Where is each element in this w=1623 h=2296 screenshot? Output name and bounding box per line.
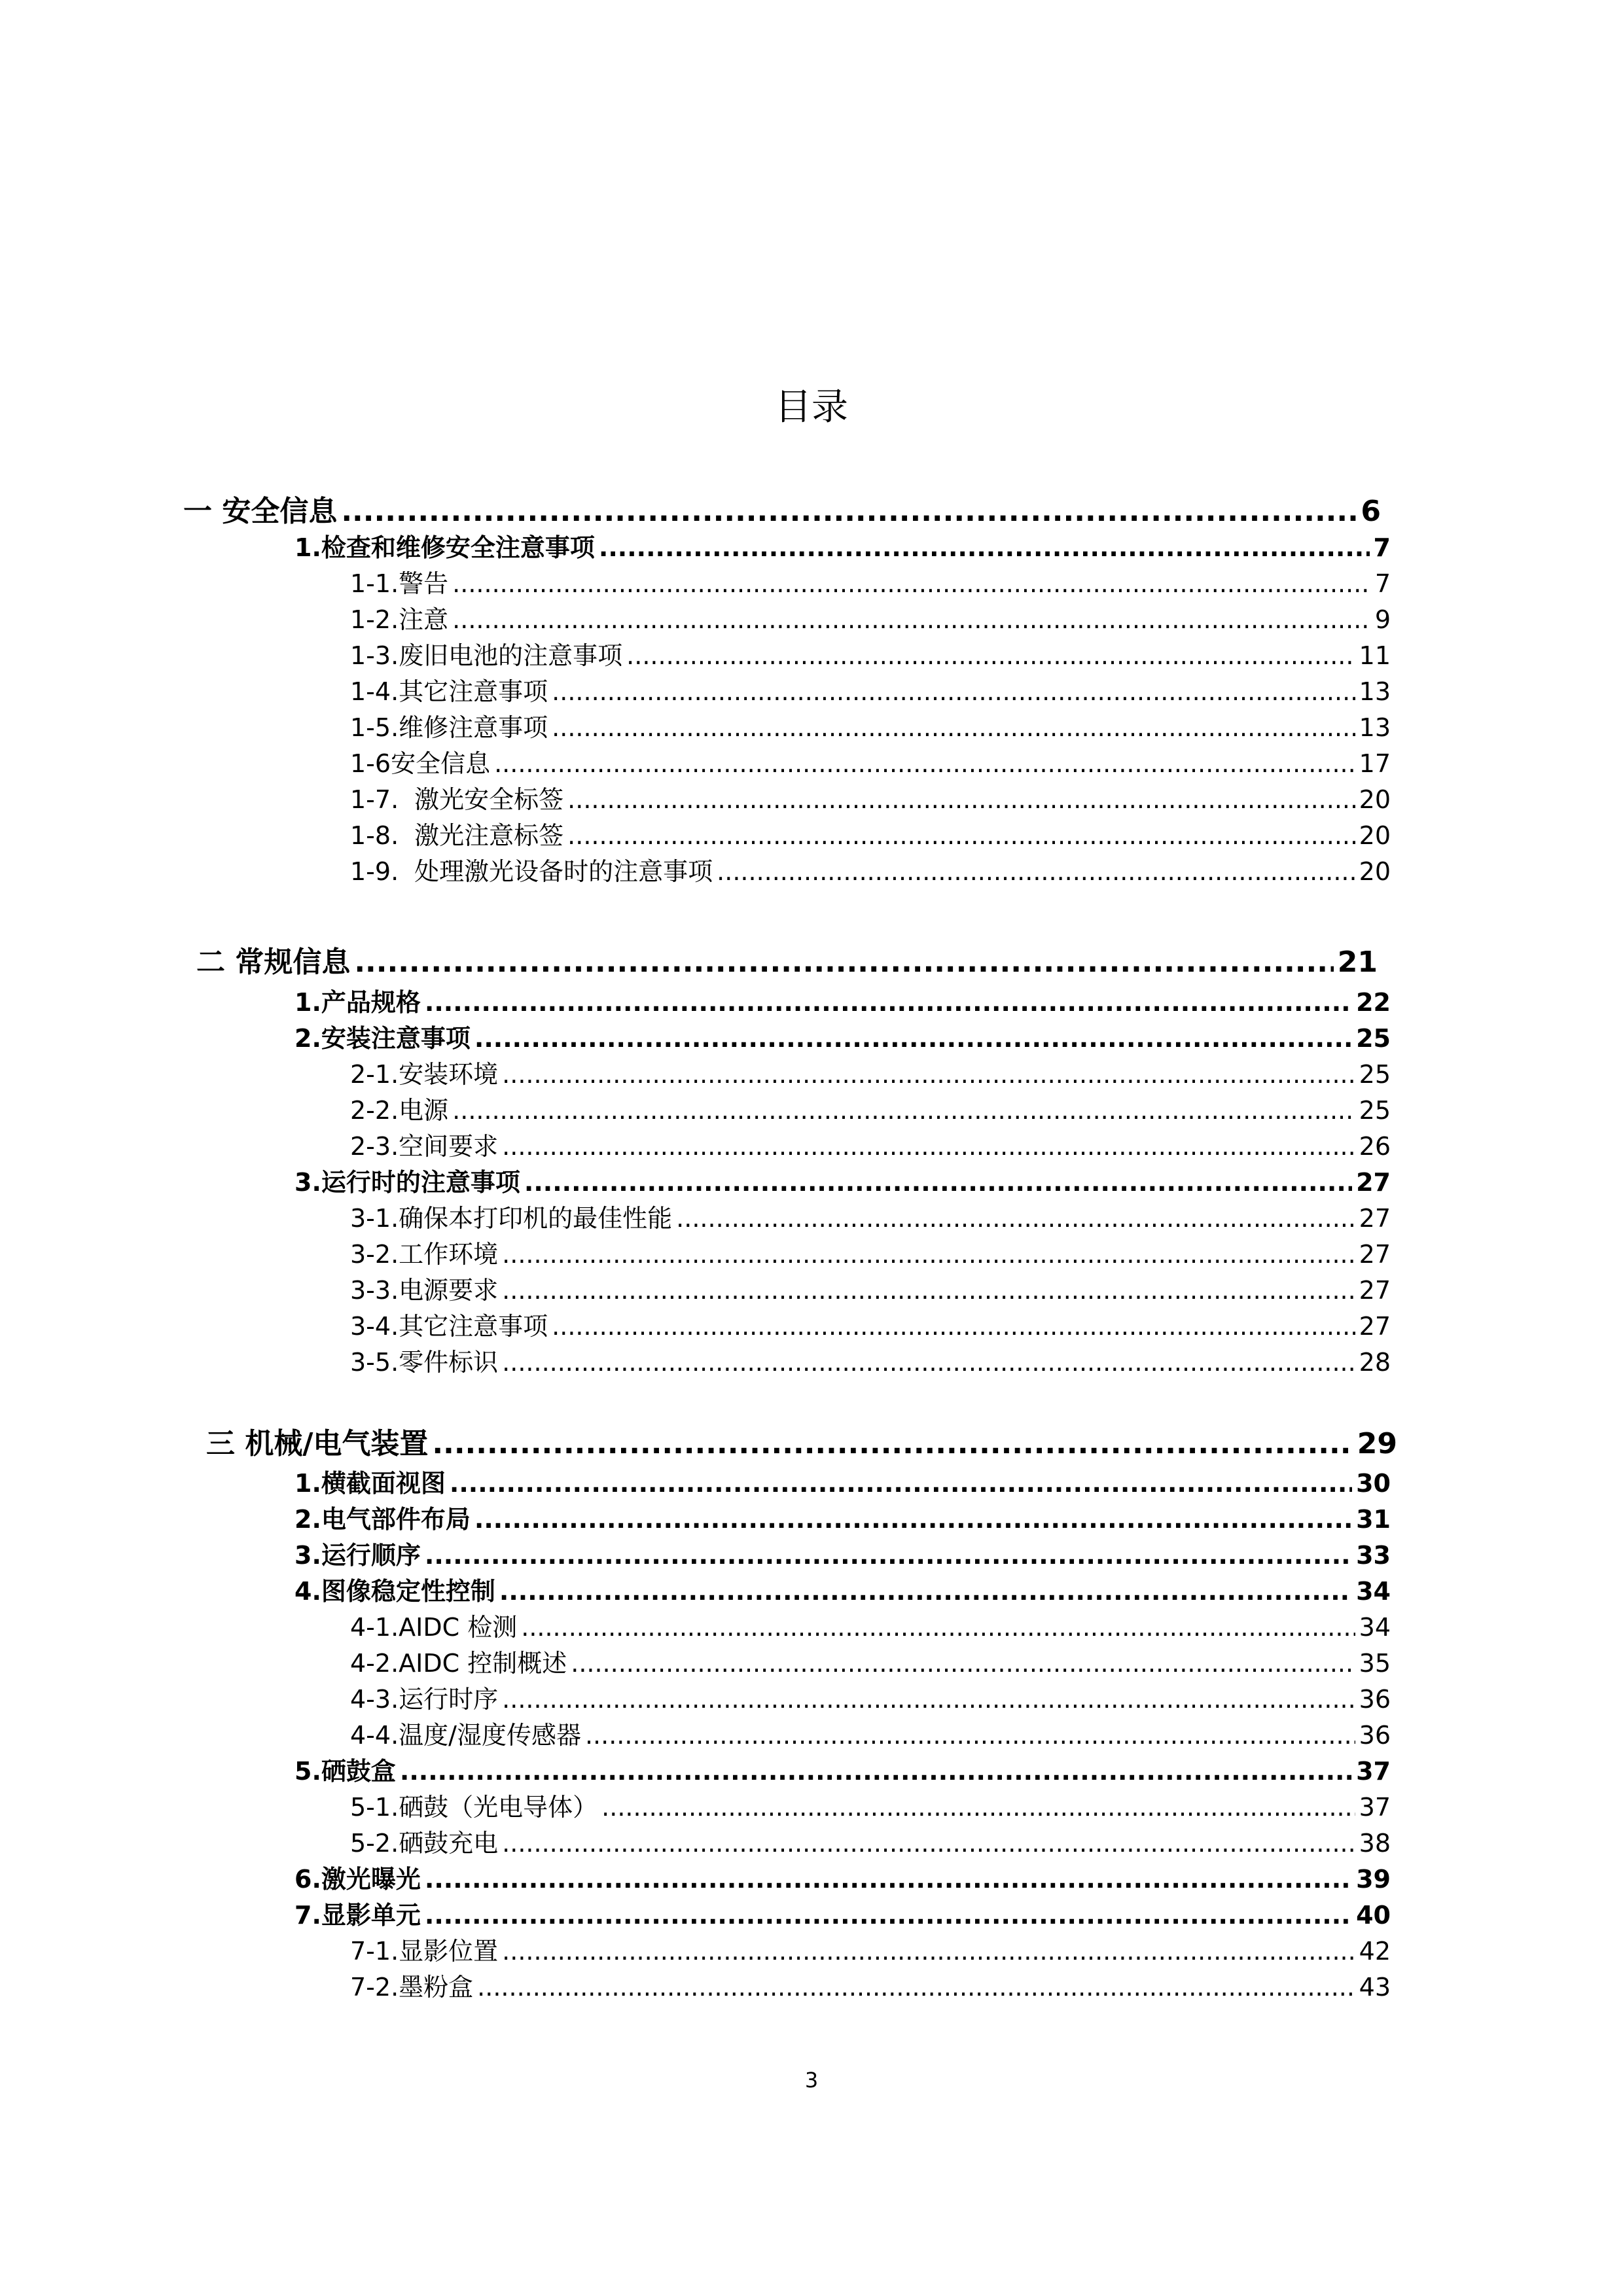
entry-number: 4-1. <box>350 1613 399 1642</box>
entry-label: 运行时的注意事项 <box>321 1168 520 1197</box>
entry-number: 3. <box>294 1168 321 1197</box>
entry-label: 产品规格 <box>321 988 421 1017</box>
entry-label: 其它注意事项 <box>399 1312 548 1341</box>
toc-entry[interactable] <box>350 1126 1391 1160</box>
dot-leader <box>676 1204 1355 1233</box>
entry-number: 1. <box>294 533 321 562</box>
toc-entry[interactable] <box>350 1306 1391 1340</box>
entry-number: 3-1. <box>350 1204 399 1233</box>
entry-label: 硒鼓（光电导体） <box>399 1793 598 1822</box>
entry-label: 激光安全标签 <box>414 785 564 814</box>
entry-number: 4-3. <box>350 1685 399 1714</box>
dot-leader <box>450 1469 1352 1498</box>
dot-leader <box>452 569 1371 598</box>
entry-number: 7-2. <box>350 1973 399 2002</box>
entry-number: 2. <box>294 1024 321 1053</box>
entry-number: 1-9. <box>350 857 399 886</box>
entry-number: 4-4. <box>350 1721 399 1750</box>
dot-leader <box>502 1276 1355 1305</box>
toc-entry[interactable] <box>350 1607 1391 1641</box>
toc-entry[interactable] <box>294 1859 1391 1893</box>
entry-label: AIDC 检测 <box>399 1613 518 1642</box>
entry-number: 3. <box>294 1541 321 1570</box>
dot-leader <box>502 1937 1355 1966</box>
entry-label: 零件标识 <box>399 1348 499 1377</box>
page-ref: 11 <box>1359 641 1391 670</box>
toc-entry[interactable] <box>350 743 1391 777</box>
page-ref: 9 <box>1374 605 1391 634</box>
entry-number: 5. <box>294 1757 321 1786</box>
toc-section-heading[interactable] <box>206 1420 1397 1459</box>
dot-leader <box>499 1577 1352 1606</box>
entry-label: 显影单元 <box>321 1901 421 1930</box>
dot-leader <box>524 1168 1352 1197</box>
entry-label: 温度/湿度传感器 <box>399 1721 581 1750</box>
page-ref: 36 <box>1359 1721 1391 1750</box>
entry-number: 5-1. <box>350 1793 399 1822</box>
page-number: 3 <box>804 2068 819 2093</box>
entry-label: 图像稳定性控制 <box>321 1577 495 1606</box>
toc-entry[interactable] <box>350 707 1391 741</box>
entry-label: 激光曝光 <box>321 1865 421 1894</box>
page-ref: 28 <box>1359 1348 1391 1377</box>
page-ref: 25 <box>1359 1060 1391 1089</box>
page-ref: 20 <box>1359 785 1391 814</box>
page-ref: 13 <box>1359 677 1391 706</box>
page-ref: 33 <box>1356 1541 1391 1570</box>
entry-label: 硒鼓盒 <box>321 1757 396 1786</box>
dot-leader <box>502 1829 1355 1858</box>
page-ref: 27 <box>1359 1276 1391 1305</box>
toc-entry[interactable] <box>350 851 1391 885</box>
page-ref: 35 <box>1359 1649 1391 1678</box>
page-ref: 27 <box>1359 1204 1391 1233</box>
dot-leader <box>354 945 1333 979</box>
entry-label: 电气部件布局 <box>321 1505 471 1534</box>
dot-leader <box>502 1132 1355 1161</box>
page-ref: 29 <box>1357 1427 1397 1460</box>
entry-number: 2-2. <box>350 1096 399 1125</box>
section-title: 二 常规信息 <box>196 945 351 979</box>
page-ref: 13 <box>1359 713 1391 742</box>
toc-entry[interactable] <box>350 1198 1391 1232</box>
page-ref: 21 <box>1337 945 1378 979</box>
entry-label: 电源 <box>399 1096 449 1125</box>
entry-label: 处理激光设备时的注意事项 <box>414 857 713 886</box>
toc-entry[interactable] <box>350 671 1391 705</box>
entry-number: 6. <box>294 1865 321 1894</box>
toc-entry[interactable] <box>350 599 1391 633</box>
entry-label: 工作环境 <box>399 1240 499 1269</box>
entry-label: 废旧电池的注意事项 <box>399 641 623 670</box>
entry-number: 1-1. <box>350 569 399 598</box>
toc-entry[interactable] <box>350 815 1391 849</box>
dot-leader <box>425 988 1352 1017</box>
dot-leader <box>425 1541 1352 1570</box>
toc-entry[interactable] <box>350 1090 1391 1124</box>
toc-entry[interactable] <box>294 1751 1391 1785</box>
dot-leader <box>717 857 1355 886</box>
dot-leader <box>571 1649 1355 1678</box>
toc-entry[interactable] <box>350 563 1391 597</box>
section-title: 三 机械/电气装置 <box>206 1427 429 1460</box>
toc-entry[interactable] <box>294 1463 1391 1497</box>
entry-label: 横截面视图 <box>321 1469 446 1498</box>
entry-label: 激光注意标签 <box>414 821 564 850</box>
entry-number: 1-2. <box>350 605 399 634</box>
page-ref: 7 <box>1373 533 1391 562</box>
entry-label: 检查和维修安全注意事项 <box>321 533 595 562</box>
entry-label: 维修注意事项 <box>399 713 548 742</box>
page-ref: 25 <box>1359 1096 1391 1125</box>
entry-number: 2-3. <box>350 1132 399 1161</box>
dot-leader <box>585 1721 1355 1750</box>
dot-leader <box>477 1973 1355 2002</box>
dot-leader <box>567 785 1355 814</box>
page-ref: 20 <box>1359 857 1391 886</box>
toc-entry[interactable] <box>350 1643 1391 1677</box>
entry-label: 运行顺序 <box>321 1541 421 1570</box>
entry-number: 4. <box>294 1577 321 1606</box>
toc-entry[interactable] <box>294 1535 1391 1569</box>
entry-label: 运行时序 <box>399 1685 499 1714</box>
dot-leader <box>502 1685 1355 1714</box>
dot-leader <box>552 677 1355 706</box>
entry-number: 2. <box>294 1505 321 1534</box>
entry-number: 1-5. <box>350 713 399 742</box>
entry-number: 3-4. <box>350 1312 399 1341</box>
dot-leader <box>474 1024 1352 1053</box>
page-ref: 37 <box>1356 1757 1391 1786</box>
toc-section-heading[interactable] <box>183 487 1381 527</box>
entry-number: 1-6 <box>350 749 391 778</box>
page-ref: 7 <box>1374 569 1391 598</box>
page-ref: 43 <box>1359 1973 1391 2002</box>
entry-label: 电源要求 <box>399 1276 499 1305</box>
page-ref: 17 <box>1359 749 1391 778</box>
toc-entry[interactable] <box>350 1787 1391 1821</box>
dot-leader <box>425 1901 1352 1930</box>
toc-section-heading[interactable] <box>196 938 1378 978</box>
entry-label: AIDC 控制概述 <box>399 1649 567 1678</box>
dot-leader <box>567 821 1355 850</box>
page-ref: 26 <box>1359 1132 1391 1161</box>
entry-number: 3-2. <box>350 1240 399 1269</box>
page-ref: 27 <box>1359 1312 1391 1341</box>
page-ref: 39 <box>1356 1865 1391 1894</box>
page-ref: 6 <box>1361 495 1381 528</box>
toc-entry[interactable] <box>350 1967 1391 2001</box>
dot-leader <box>601 1793 1355 1822</box>
dot-leader <box>521 1613 1355 1642</box>
page-ref: 27 <box>1359 1240 1391 1269</box>
toc-entry[interactable] <box>350 1234 1391 1268</box>
entry-label: 安全信息 <box>391 749 491 778</box>
entry-label: 警告 <box>399 569 449 598</box>
section-title: 一 安全信息 <box>183 495 338 528</box>
page-ref: 31 <box>1356 1505 1391 1534</box>
dot-leader <box>341 495 1357 528</box>
entry-number: 1-4. <box>350 677 399 706</box>
dot-leader <box>502 1348 1355 1377</box>
entry-label: 安装注意事项 <box>321 1024 471 1053</box>
dot-leader <box>432 1427 1353 1460</box>
toc-entry[interactable] <box>294 1018 1391 1052</box>
toc-entry[interactable] <box>350 1715 1391 1749</box>
entry-label: 空间要求 <box>399 1132 499 1161</box>
toc-entry[interactable] <box>294 1571 1391 1605</box>
toc-entry[interactable] <box>294 1499 1391 1533</box>
page-ref: 27 <box>1356 1168 1391 1197</box>
entry-number: 1. <box>294 1469 321 1498</box>
dot-leader <box>552 713 1355 742</box>
entry-number: 3-3. <box>350 1276 399 1305</box>
entry-label: 确保本打印机的最佳性能 <box>399 1204 673 1233</box>
page-ref: 25 <box>1356 1024 1391 1053</box>
page-ref: 34 <box>1359 1613 1391 1642</box>
entry-label: 注意 <box>399 605 449 634</box>
entry-label: 墨粉盒 <box>399 1973 474 2002</box>
entry-label: 显影位置 <box>399 1937 499 1966</box>
page-ref: 34 <box>1356 1577 1391 1606</box>
dot-leader <box>425 1865 1352 1894</box>
dot-leader <box>452 605 1371 634</box>
entry-number: 5-2. <box>350 1829 399 1858</box>
dot-leader <box>626 641 1355 670</box>
entry-number: 4-2. <box>350 1649 399 1678</box>
toc-entry[interactable] <box>294 982 1391 1016</box>
toc-entry[interactable] <box>294 1162 1391 1196</box>
toc-entry[interactable] <box>350 1823 1391 1857</box>
page-ref: 42 <box>1359 1937 1391 1966</box>
entry-number: 3-5. <box>350 1348 399 1377</box>
toc-entry[interactable] <box>350 1931 1391 1965</box>
dot-leader <box>494 749 1355 778</box>
entry-number: 1-7. <box>350 785 399 814</box>
entry-number: 1-8. <box>350 821 399 850</box>
page-ref: 30 <box>1356 1469 1391 1498</box>
toc-entry[interactable] <box>350 1679 1391 1713</box>
toc-entry[interactable] <box>350 1270 1391 1304</box>
toc-entry[interactable] <box>350 635 1391 669</box>
entry-label: 安装环境 <box>399 1060 499 1089</box>
entry-label: 硒鼓充电 <box>399 1829 499 1858</box>
page-ref: 22 <box>1356 988 1391 1017</box>
page-ref: 40 <box>1356 1901 1391 1930</box>
toc-entry[interactable] <box>350 1342 1391 1376</box>
dot-leader <box>552 1312 1355 1341</box>
entry-number: 1. <box>294 988 321 1017</box>
dot-leader <box>474 1505 1352 1534</box>
toc-entry[interactable] <box>294 527 1391 561</box>
dot-leader <box>502 1240 1355 1269</box>
entry-label: 其它注意事项 <box>399 677 548 706</box>
page-ref: 38 <box>1359 1829 1391 1858</box>
dot-leader <box>400 1757 1352 1786</box>
page-title: 目录 <box>775 386 848 429</box>
entry-number: 7. <box>294 1901 321 1930</box>
entry-number: 7-1. <box>350 1937 399 1966</box>
entry-number: 2-1. <box>350 1060 399 1089</box>
dot-leader <box>502 1060 1355 1089</box>
dot-leader <box>452 1096 1355 1125</box>
toc-entry[interactable] <box>294 1895 1391 1929</box>
dot-leader <box>599 533 1370 562</box>
page-ref: 37 <box>1359 1793 1391 1822</box>
toc-entry[interactable] <box>350 779 1391 813</box>
toc-entry[interactable] <box>350 1054 1391 1088</box>
entry-number: 1-3. <box>350 641 399 670</box>
page-ref: 36 <box>1359 1685 1391 1714</box>
page-ref: 20 <box>1359 821 1391 850</box>
